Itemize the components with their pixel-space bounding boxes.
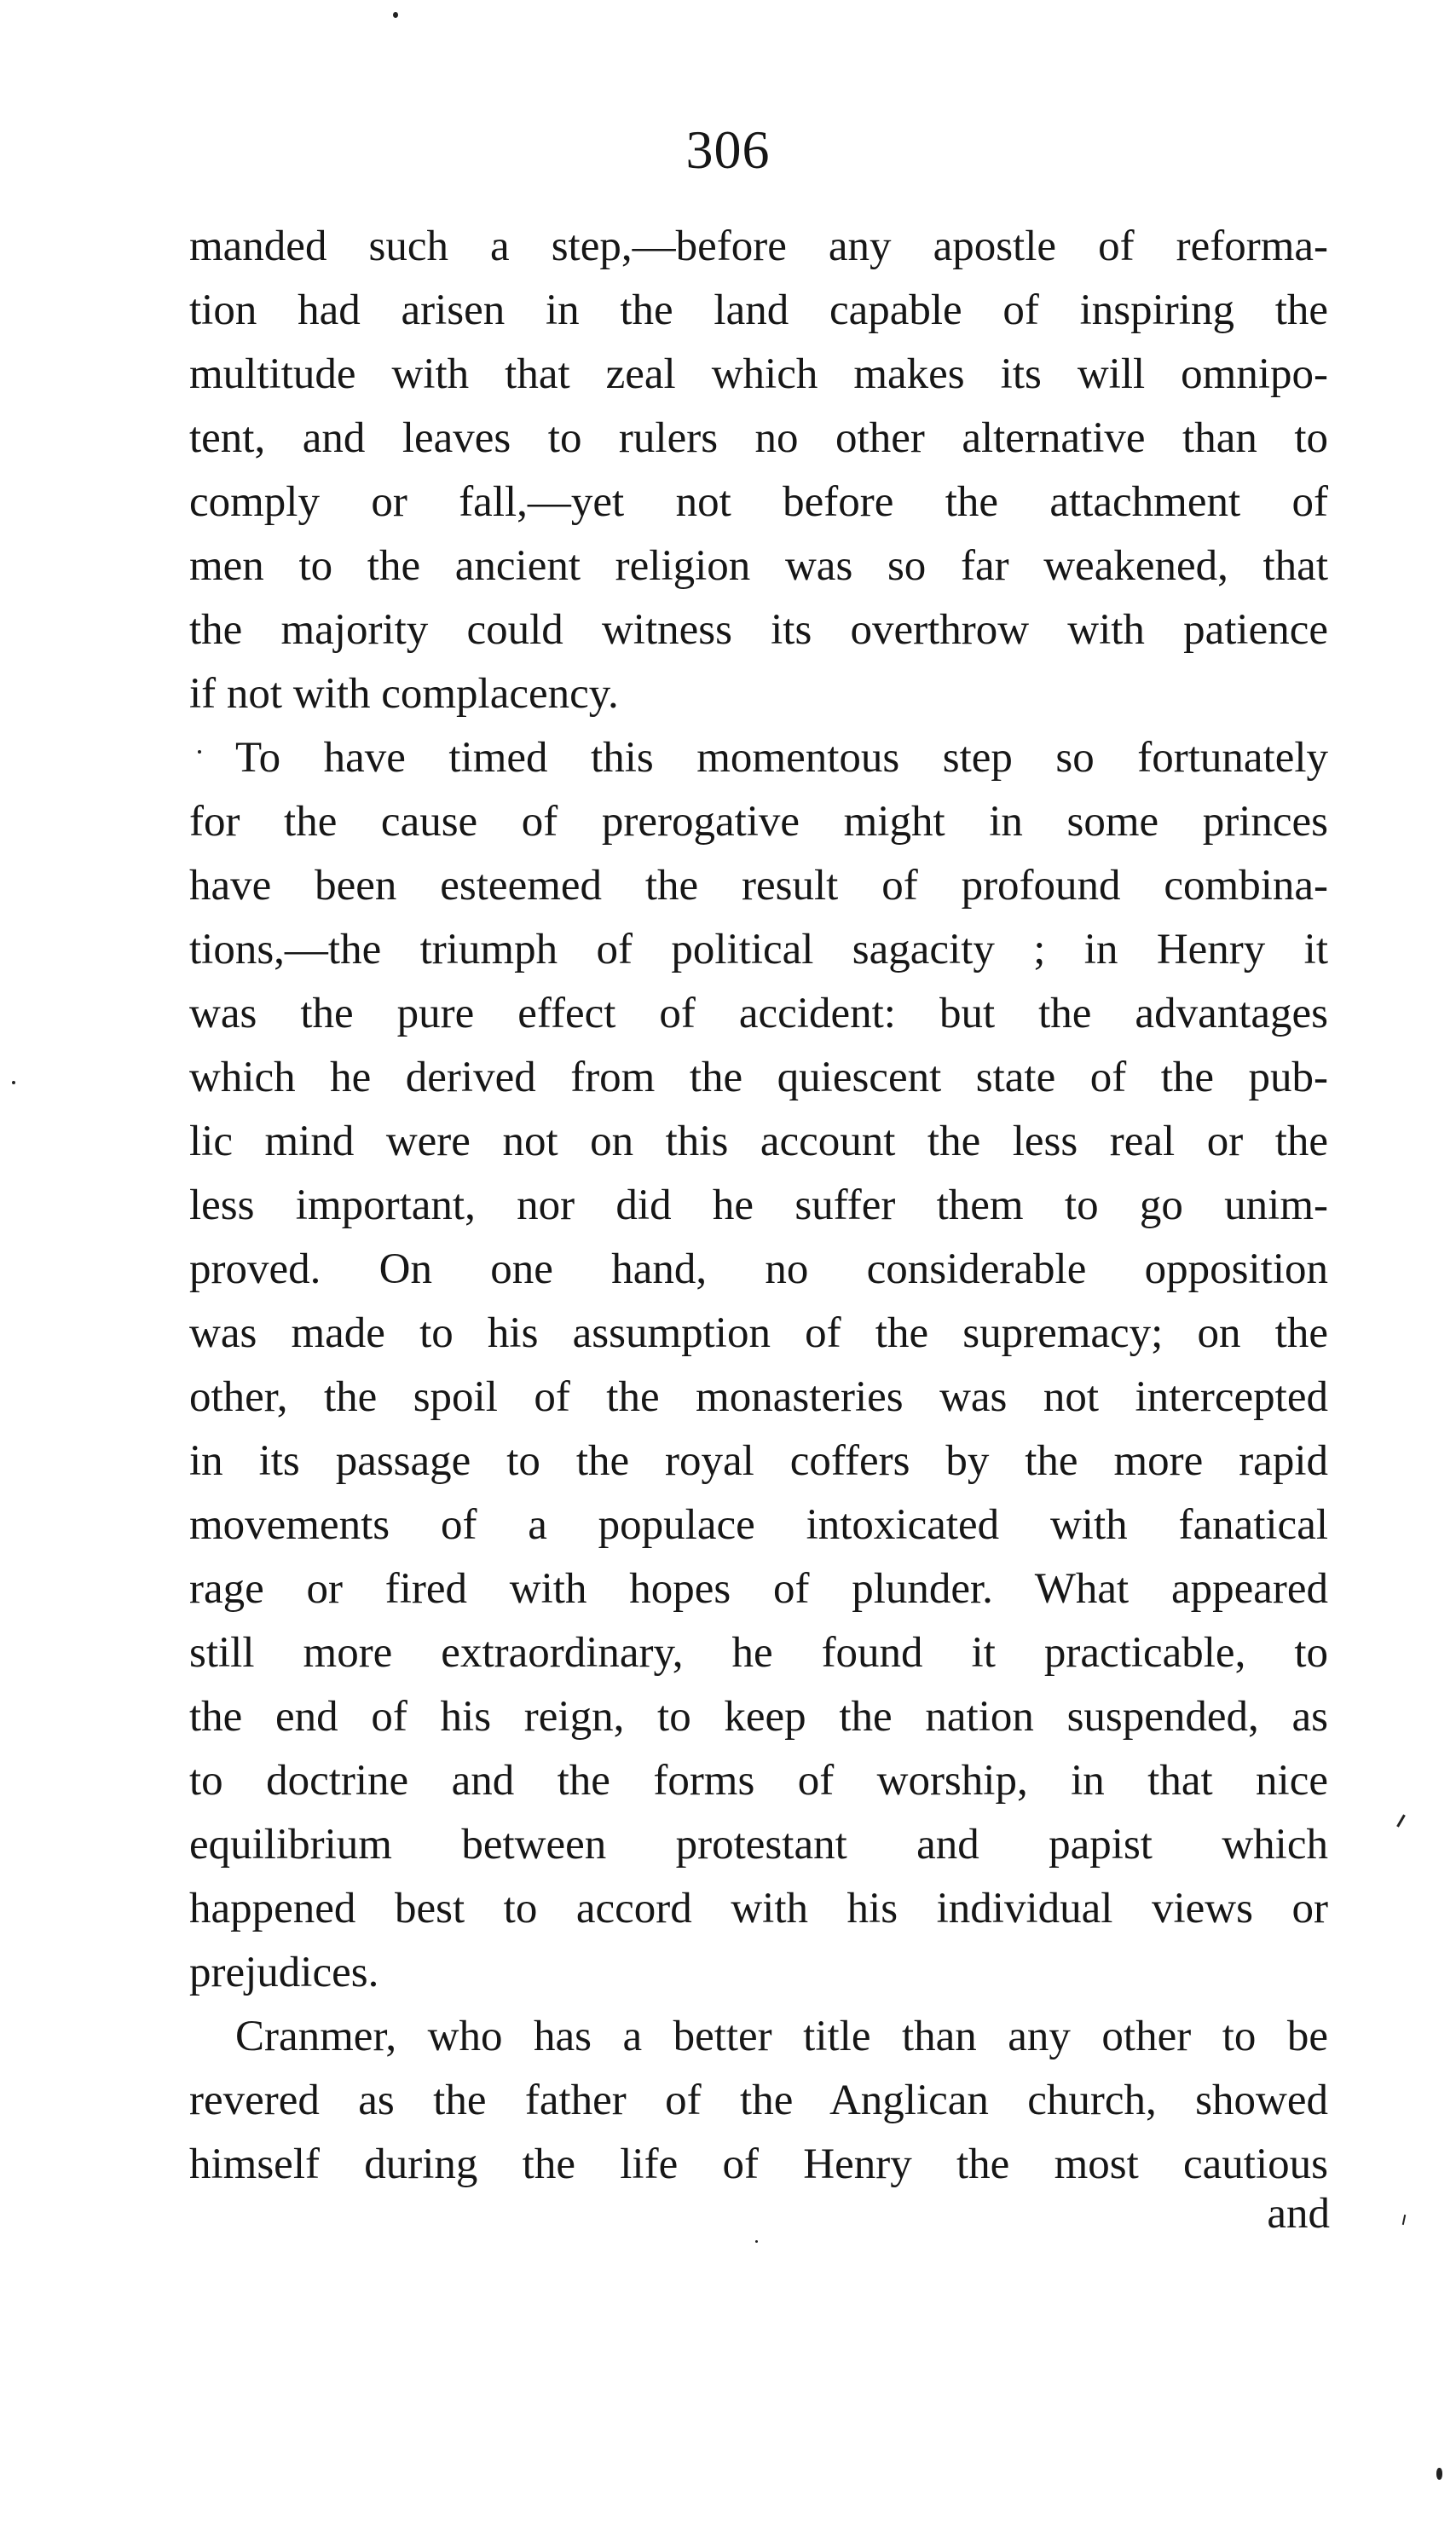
- text-line: tent, and leaves to rulers no other alternative than to: [189, 414, 1328, 462]
- text-line: tions,—the triumph of political sagacity ; in Henry it: [189, 926, 1328, 973]
- text-line: if not with complacency.: [189, 670, 619, 718]
- text-line: less important, nor did he suffer them to go unim-: [189, 1181, 1328, 1229]
- text-line: lic mind were not on this account the less real or the: [189, 1118, 1328, 1165]
- text-line: manded such a step,—before any apostle of reforma-: [189, 222, 1328, 270]
- text-line: which he derived from the quiescent state of the pub-: [189, 1054, 1328, 1101]
- text-line: in its passage to the royal coffers by the more rapid: [189, 1437, 1328, 1485]
- ink-speck: [755, 2240, 758, 2243]
- catchword: and: [1267, 2190, 1330, 2238]
- text-line: movements of a populace intoxicated with fanatical: [189, 1501, 1328, 1549]
- text-line: prejudices.: [189, 1949, 379, 1996]
- text-line: the end of his reign, to keep the nation suspended, as: [189, 1693, 1328, 1741]
- ink-speck: [393, 12, 398, 18]
- text-line: was made to his assumption of the supremacy; on the: [189, 1309, 1328, 1357]
- text-line: still more extraordinary, he found it practicable, to: [189, 1629, 1328, 1677]
- ink-speck: [1396, 1814, 1406, 1827]
- text-line: revered as the father of the Anglican church, showed: [189, 2077, 1328, 2124]
- text-line: Cranmer, who has a better title than any other to be: [235, 2013, 1328, 2060]
- text-line: the majority could witness its overthrow with patience: [189, 606, 1328, 654]
- text-line: comply or fall,—yet not before the attachment of: [189, 478, 1328, 526]
- text-line: happened best to accord with his individual views or: [189, 1885, 1328, 1932]
- text-line: equilibrium between protestant and papist which: [189, 1821, 1328, 1869]
- ink-speck: [1436, 2468, 1442, 2480]
- text-line: for the cause of prerogative might in some princes: [189, 798, 1328, 846]
- ink-speck: [1402, 2215, 1406, 2225]
- text-line: To have timed this momentous step so fortunately: [235, 734, 1328, 782]
- body-text: [189, 215, 1328, 2197]
- text-line: men to the ancient religion was so far weakened, that: [189, 542, 1328, 590]
- text-line: multitude with that zeal which makes its will omnipo-: [189, 350, 1328, 398]
- ink-speck: [12, 1081, 15, 1084]
- page-number: 306: [685, 119, 771, 180]
- text-line: tion had arisen in the land capable of inspiring the: [189, 286, 1328, 334]
- text-line: to doctrine and the forms of worship, in that nice: [189, 1757, 1328, 1805]
- text-line: rage or fired with hopes of plunder. What appeared: [189, 1565, 1328, 1613]
- text-line: have been esteemed the result of profound combina-: [189, 862, 1328, 910]
- text-line: other, the spoil of the monasteries was not intercepted: [189, 1373, 1328, 1421]
- text-line: proved. On one hand, no considerable opposition: [189, 1245, 1328, 1293]
- text-line: was the pure effect of accident: but the advantages: [189, 990, 1328, 1037]
- text-line: himself during the life of Henry the most cautious: [189, 2140, 1328, 2188]
